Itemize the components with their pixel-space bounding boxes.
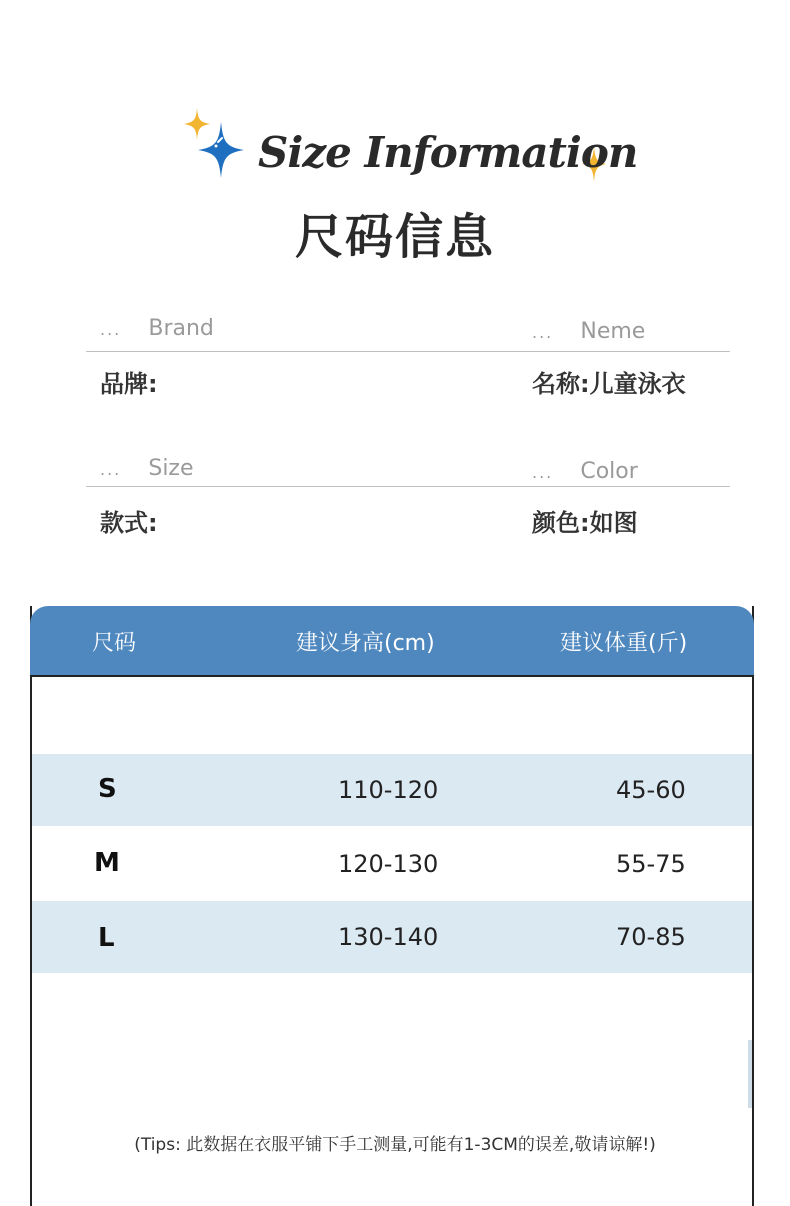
- column-header-height: 建议身高(cm): [296, 631, 435, 656]
- weight-cell: 70-85: [616, 923, 686, 951]
- size-cell: M: [94, 848, 120, 878]
- dots-decoration: ...: [532, 323, 554, 342]
- table-row: [32, 828, 752, 900]
- weight-cell: 45-60: [616, 776, 686, 804]
- dots-decoration: ...: [532, 463, 554, 482]
- column-header-weight: 建议体重(斤): [560, 631, 688, 656]
- color-label-row: [532, 459, 638, 484]
- brand-label-row: [100, 316, 214, 341]
- size-cell: L: [98, 923, 115, 953]
- name-label-row: [532, 319, 645, 344]
- sparkle-blue-icon: [198, 122, 244, 178]
- divider: [86, 351, 730, 352]
- style-field: 款式:: [100, 509, 158, 537]
- color-label: Color: [580, 459, 638, 484]
- dots-decoration: ...: [100, 320, 122, 339]
- brand-field: 品牌:: [100, 370, 158, 398]
- brand-label: Brand: [148, 316, 214, 341]
- table-row: [32, 901, 752, 973]
- divider: [86, 486, 730, 487]
- color-field: 颜色:如图: [532, 509, 638, 537]
- height-cell: 110-120: [338, 776, 439, 804]
- height-cell: 120-130: [338, 850, 439, 878]
- name-label: Neme: [580, 319, 646, 344]
- tips-note: (Tips: 此数据在衣服平铺下手工测量,可能有1-3CM的误差,敬请谅解!): [134, 1135, 656, 1155]
- side-accent-bar: [748, 1040, 752, 1108]
- title-english: Size Information: [258, 128, 638, 177]
- size-label: Size: [148, 456, 194, 481]
- size-cell: S: [98, 774, 117, 804]
- title-chinese: 尺码信息: [294, 209, 495, 265]
- size-label-row: [100, 456, 194, 481]
- height-cell: 130-140: [338, 923, 439, 951]
- name-field: 名称:儿童泳衣: [532, 370, 686, 398]
- column-header-size: 尺码: [92, 631, 137, 656]
- dots-decoration: ...: [100, 460, 122, 479]
- header-divider: [30, 675, 754, 677]
- weight-cell: 55-75: [616, 850, 686, 878]
- table-row: [32, 754, 752, 826]
